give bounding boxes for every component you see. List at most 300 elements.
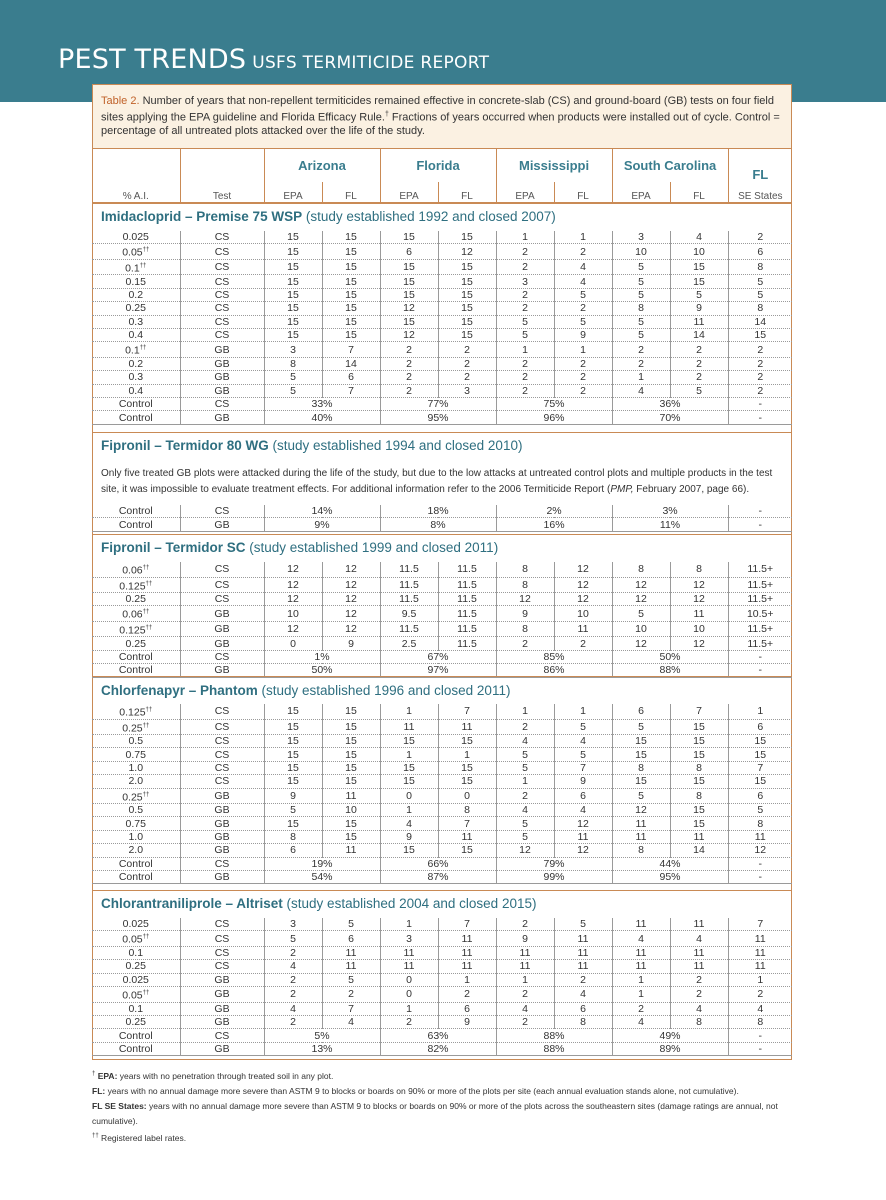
table-cell: 15 <box>264 775 322 788</box>
table-cell: 6 <box>322 371 380 384</box>
table-cell: 5 <box>496 328 554 341</box>
table-cell: 11 <box>670 830 728 843</box>
table-cell: 9 <box>670 302 728 315</box>
table-cell: 11 <box>322 960 380 973</box>
table-cell: 11 <box>438 960 496 973</box>
table-cell: 15 <box>438 775 496 788</box>
table-cell: 15 <box>264 761 322 774</box>
table-cell: 15 <box>728 328 792 341</box>
control-cell: Control <box>92 650 180 663</box>
table-cell: GB <box>180 342 264 358</box>
footnote-text: years with no annual damage more severe than ASTM 9 to blocks or boards on 90% or more of the plots per site (each annual evaluation stands alone, not cumulative). <box>105 1085 739 1096</box>
banner-title-main: PEST TRENDS <box>58 44 247 75</box>
table-cell: 9 <box>438 1015 496 1028</box>
state-fl-se: FL <box>728 149 792 182</box>
table-cell: 12 <box>612 593 670 606</box>
table-cell: GB <box>180 844 264 857</box>
table-cell: 0.25†† <box>92 788 180 804</box>
control-cell: - <box>728 871 792 884</box>
table-cell: 11 <box>670 960 728 973</box>
table-cell: 1 <box>380 918 438 931</box>
table-cell: 2 <box>728 371 792 384</box>
table-cell: 15 <box>264 302 322 315</box>
table-cell: 0.25 <box>92 960 180 973</box>
control-cell: 2% <box>496 505 612 518</box>
table-cell: 15 <box>728 735 792 748</box>
table-row <box>92 275 792 288</box>
table-cell: GB <box>180 621 264 637</box>
table-cell: 7 <box>322 342 380 358</box>
section-title-product: Imidacloprid – Premise 75 WSP <box>101 209 303 224</box>
control-cell: GB <box>180 871 264 884</box>
table-cell: 10 <box>264 606 322 622</box>
table-cell: GB <box>180 384 264 397</box>
table-cell: 5 <box>264 371 322 384</box>
table-cell: 10 <box>670 244 728 260</box>
table-cell: 15 <box>670 259 728 275</box>
control-row <box>92 518 792 531</box>
table-cell: GB <box>180 637 264 650</box>
table-cell: 4 <box>264 960 322 973</box>
table-cell: 15 <box>322 328 380 341</box>
table-row <box>92 931 792 947</box>
table-cell: 0.25†† <box>92 719 180 735</box>
table-cell: CS <box>180 748 264 761</box>
table-cell: 0 <box>380 788 438 804</box>
section-title-product: Chlorantraniliprole – Altriset <box>101 896 283 911</box>
section-title-dates: (study established 1999 and closed 2011) <box>245 540 499 555</box>
table-cell: 4 <box>554 735 612 748</box>
table-cell: 12 <box>554 577 612 593</box>
table-cell: GB <box>180 830 264 843</box>
table-cell: CS <box>180 259 264 275</box>
table-cell: 9 <box>322 637 380 650</box>
control-cell: Control <box>92 871 180 884</box>
table-cell: 4 <box>612 1015 670 1028</box>
section-divider <box>92 432 792 433</box>
table-cell: 2 <box>496 357 554 370</box>
table-cell: 11 <box>728 960 792 973</box>
table-cell: 7 <box>438 704 496 719</box>
table-cell: 7 <box>438 817 496 830</box>
table-cell: 15 <box>670 817 728 830</box>
control-cell: 66% <box>380 857 496 870</box>
section-title-product: Chlorfenapyr – Phantom <box>101 683 258 698</box>
table-row <box>92 606 792 622</box>
table-cell: 8 <box>670 788 728 804</box>
control-cell: 36% <box>612 398 728 411</box>
control-cell: 89% <box>612 1042 728 1055</box>
table-cell: 11.5 <box>380 562 438 577</box>
table-row <box>92 1015 792 1028</box>
table-cell: 2 <box>264 946 322 959</box>
table-row <box>92 960 792 973</box>
table-cell: 5 <box>554 315 612 328</box>
table-cell: 15 <box>322 761 380 774</box>
control-cell: 16% <box>496 518 612 531</box>
table-cell: GB <box>180 357 264 370</box>
table-cell: 2 <box>670 342 728 358</box>
table-cell: 11 <box>670 606 728 622</box>
section-title-product: Fipronil – Termidor SC <box>101 540 246 555</box>
table-cell: 3 <box>438 384 496 397</box>
table-cell: 8 <box>496 577 554 593</box>
table-cell: 2 <box>438 987 496 1003</box>
table-cell: 0.15 <box>92 275 180 288</box>
table-cell: 9 <box>264 788 322 804</box>
table-cell: 14 <box>728 315 792 328</box>
table-row <box>92 761 792 774</box>
caption-dagger: † <box>384 111 389 118</box>
section-title-dates: (study established 2004 and closed 2015) <box>282 896 537 911</box>
table-cell: 11 <box>728 931 792 947</box>
table-cell: 2 <box>728 231 792 244</box>
table-cell: 6 <box>728 244 792 260</box>
table-cell: CS <box>180 275 264 288</box>
table-cell: GB <box>180 606 264 622</box>
control-cell: 86% <box>496 664 612 677</box>
table-cell: 2.0 <box>92 775 180 788</box>
table-cell: 15 <box>438 275 496 288</box>
section-title-dates: (study established 1996 and closed 2011) <box>257 683 511 698</box>
table-cell: 6 <box>380 244 438 260</box>
table-cell: 4 <box>612 384 670 397</box>
table-cell: 15 <box>264 704 322 719</box>
table-cell: 5 <box>496 830 554 843</box>
section-note <box>101 466 785 498</box>
table-cell: 8 <box>728 259 792 275</box>
table-cell: 10.5+ <box>728 606 792 622</box>
section-title <box>101 540 498 555</box>
control-cell: 54% <box>264 871 380 884</box>
header-sub: FL <box>438 182 496 202</box>
table-caption <box>92 84 792 149</box>
table-cell: 11 <box>612 918 670 931</box>
control-row <box>92 505 792 518</box>
table-cell: 10 <box>612 621 670 637</box>
control-row <box>92 857 792 870</box>
control-row <box>92 871 792 884</box>
table-cell: 1 <box>728 704 792 719</box>
table-row <box>92 987 792 1003</box>
control-cell: 9% <box>264 518 380 531</box>
table-cell: 7 <box>322 384 380 397</box>
table-cell: 15 <box>438 735 496 748</box>
table-cell: 11 <box>728 830 792 843</box>
table-cell: 2 <box>554 302 612 315</box>
table-cell: 12 <box>322 577 380 593</box>
table-cell: 4 <box>496 1002 554 1015</box>
table-cell: 11.5 <box>438 606 496 622</box>
table-cell: 15 <box>670 275 728 288</box>
table-cell: 12 <box>380 302 438 315</box>
table-cell: CS <box>180 918 264 931</box>
table-cell: 15 <box>264 288 322 301</box>
control-cell: 3% <box>612 505 728 518</box>
control-row <box>92 1029 792 1042</box>
table-cell: 12 <box>670 577 728 593</box>
table-cell: 15 <box>322 735 380 748</box>
table-cell: 8 <box>612 562 670 577</box>
table-cell: 15 <box>322 315 380 328</box>
note-text-a: Only five treated GB plots were attacked during the life of the study, but due to the low attacks at untreated control plots and multiple products in the test site, it was impossible to evaluate treatment effects. For additional information refer to the 2006 Termiticide Report ( <box>101 468 773 495</box>
table-cell: 2 <box>496 288 554 301</box>
table-row <box>92 577 792 593</box>
table-cell: 4 <box>380 817 438 830</box>
control-cell: - <box>728 1029 792 1042</box>
table-row <box>92 817 792 830</box>
table-cell: 2 <box>322 987 380 1003</box>
table-cell: 9 <box>496 606 554 622</box>
table-cell: 2 <box>380 357 438 370</box>
table-cell: 1 <box>612 973 670 986</box>
control-row <box>92 411 792 424</box>
table-cell: 15 <box>380 775 438 788</box>
table-cell: 0.5 <box>92 735 180 748</box>
table-row <box>92 844 792 857</box>
table-cell: 1 <box>496 342 554 358</box>
table-cell: 15 <box>264 259 322 275</box>
table-cell: 7 <box>322 1002 380 1015</box>
footnote-double-dagger: †† <box>92 1132 99 1139</box>
table-cell: 0.05†† <box>92 244 180 260</box>
table-cell: 15 <box>322 775 380 788</box>
section-title-dates: (study established 1992 and closed 2007) <box>302 209 556 224</box>
table-cell: 12 <box>670 637 728 650</box>
table-row <box>92 259 792 275</box>
table-cell: 4 <box>670 1002 728 1015</box>
table-cell: 15 <box>380 231 438 244</box>
table-cell: GB <box>180 804 264 817</box>
table-row <box>92 357 792 370</box>
table-cell: 12 <box>496 593 554 606</box>
table-cell: 11 <box>554 960 612 973</box>
table-cell: 2 <box>496 371 554 384</box>
table-cell: 2 <box>728 987 792 1003</box>
table-cell: 1 <box>612 371 670 384</box>
table-cell: 2.5 <box>380 637 438 650</box>
control-cell: - <box>728 398 792 411</box>
control-cell: Control <box>92 664 180 677</box>
table-cell: 15 <box>322 704 380 719</box>
table-cell: GB <box>180 371 264 384</box>
table-cell: 2 <box>554 973 612 986</box>
table-cell: 15 <box>322 288 380 301</box>
table-cell: 0.25 <box>92 302 180 315</box>
header-ai: % A.I. <box>122 191 149 202</box>
table-cell: 11 <box>670 315 728 328</box>
table-cell: 2 <box>496 1015 554 1028</box>
table-cell: 0.025 <box>92 231 180 244</box>
table-cell: 15 <box>264 735 322 748</box>
table-cell: 4 <box>554 259 612 275</box>
table-cell: 15 <box>322 817 380 830</box>
control-cell: 67% <box>380 650 496 663</box>
table-cell: 8 <box>670 761 728 774</box>
header-sub: EPA <box>264 182 322 202</box>
table-cell: 11.5+ <box>728 621 792 637</box>
table-cell: 6 <box>554 1002 612 1015</box>
control-cell: - <box>728 411 792 424</box>
control-cell: Control <box>92 411 180 424</box>
table-cell: 15 <box>380 761 438 774</box>
table-cell: 6 <box>612 704 670 719</box>
control-cell: 87% <box>380 871 496 884</box>
table-cell: 2 <box>554 637 612 650</box>
table-cell: 12 <box>264 577 322 593</box>
table-row <box>92 830 792 843</box>
table-row <box>92 735 792 748</box>
table-cell: GB <box>180 1002 264 1015</box>
table-cell: 2.0 <box>92 844 180 857</box>
table-cell: 2 <box>380 342 438 358</box>
table-cell: 7 <box>728 918 792 931</box>
control-cell: Control <box>92 505 180 518</box>
data-table <box>92 505 792 532</box>
table-cell: 0.25 <box>92 637 180 650</box>
table-cell: 2 <box>264 987 322 1003</box>
table-cell: 12 <box>554 562 612 577</box>
table-cell: 5 <box>612 315 670 328</box>
table-cell: 6 <box>728 788 792 804</box>
table-cell: 7 <box>670 704 728 719</box>
table-cell: 0.4 <box>92 384 180 397</box>
table-cell: 11 <box>554 621 612 637</box>
table-cell: 1.0 <box>92 761 180 774</box>
table-cell: 1 <box>554 231 612 244</box>
control-cell: CS <box>180 398 264 411</box>
table-row <box>92 775 792 788</box>
table-cell: 15 <box>438 761 496 774</box>
table-cell: 7 <box>728 761 792 774</box>
table-cell: 15 <box>322 302 380 315</box>
table-cell: GB <box>180 1015 264 1028</box>
table-cell: 0.5 <box>92 804 180 817</box>
table-cell: 5 <box>612 606 670 622</box>
table-cell: 1 <box>612 987 670 1003</box>
table-cell: 11 <box>438 946 496 959</box>
footnote-fl <box>92 1084 782 1099</box>
table-row <box>92 342 792 358</box>
table-cell: 5 <box>554 719 612 735</box>
control-cell: 1% <box>264 650 380 663</box>
table-cell: 11 <box>612 817 670 830</box>
table-cell: 12 <box>322 562 380 577</box>
header-sub: EPA <box>612 182 670 202</box>
control-cell: 13% <box>264 1042 380 1055</box>
table-cell: 11.5 <box>438 577 496 593</box>
section-title <box>101 896 536 911</box>
table-cell: 12 <box>380 328 438 341</box>
section-title <box>101 438 522 453</box>
table-cell: 2 <box>438 357 496 370</box>
table-cell: 15 <box>380 844 438 857</box>
table-row <box>92 918 792 931</box>
table-cell: 11.5 <box>380 621 438 637</box>
footnote-text: years with no annual damage more severe than ASTM 9 to blocks or boards on 90% or more of the plots across the southeastern sites (damage ratings are annual, not cumulative). <box>92 1100 778 1126</box>
table-cell: 14 <box>670 844 728 857</box>
table-cell: 11 <box>612 830 670 843</box>
table-cell: 0.025 <box>92 918 180 931</box>
table-cell: 0.06†† <box>92 562 180 577</box>
table-cell: 1 <box>380 748 438 761</box>
table-cell: 2 <box>496 302 554 315</box>
table-cell: 15 <box>438 231 496 244</box>
table-cell: 11 <box>728 946 792 959</box>
table-cell: 6 <box>728 719 792 735</box>
table-row <box>92 748 792 761</box>
table-cell: 11.5+ <box>728 577 792 593</box>
table-cell: 15 <box>670 748 728 761</box>
control-cell: - <box>728 857 792 870</box>
table-cell: 15 <box>438 844 496 857</box>
data-table <box>92 704 792 884</box>
table-cell: 0.125†† <box>92 621 180 637</box>
data-table <box>92 231 792 425</box>
table-cell: 1 <box>496 973 554 986</box>
table-cell: 8 <box>496 621 554 637</box>
control-cell: Control <box>92 1042 180 1055</box>
table-row <box>92 315 792 328</box>
table-cell: 1.0 <box>92 830 180 843</box>
table-cell: 2 <box>612 342 670 358</box>
table-cell: 15 <box>264 817 322 830</box>
table-cell: 12 <box>612 637 670 650</box>
table-cell: CS <box>180 946 264 959</box>
table-cell: 15 <box>438 328 496 341</box>
table-cell: 1 <box>728 973 792 986</box>
table-cell: 1 <box>380 704 438 719</box>
table-cell: 0.1 <box>92 1002 180 1015</box>
table-cell: CS <box>180 719 264 735</box>
table-cell: 9 <box>554 775 612 788</box>
table-cell: 2 <box>496 384 554 397</box>
table-cell: 10 <box>612 244 670 260</box>
table-cell: 0.2 <box>92 357 180 370</box>
table-cell: 2 <box>380 384 438 397</box>
table-cell: 9.5 <box>380 606 438 622</box>
table-cell: 6 <box>322 931 380 947</box>
table-cell: 11 <box>322 844 380 857</box>
note-italic: PMP, <box>610 484 634 495</box>
table-cell: 14 <box>322 357 380 370</box>
footnote-text: years with no penetration through treated soil in any plot. <box>117 1070 334 1081</box>
note-text-b: February 2007, page 66). <box>633 484 750 495</box>
table-cell: 5 <box>612 259 670 275</box>
state-mississippi: Mississippi <box>496 149 612 182</box>
table-cell: 0.1†† <box>92 342 180 358</box>
control-cell: 5% <box>264 1029 380 1042</box>
table-cell: 2 <box>728 384 792 397</box>
table-cell: 8 <box>496 562 554 577</box>
table-row <box>92 231 792 244</box>
table-cell: CS <box>180 302 264 315</box>
caption-label: Table 2. <box>101 95 140 107</box>
table-cell: CS <box>180 960 264 973</box>
header-sub: FL <box>554 182 612 202</box>
footnote-fl-se <box>92 1099 782 1129</box>
table-cell: 11 <box>380 960 438 973</box>
table-cell: 11 <box>670 918 728 931</box>
table-cell: 1 <box>496 231 554 244</box>
table-cell: 3 <box>612 231 670 244</box>
control-cell: CS <box>180 505 264 518</box>
control-cell: GB <box>180 1042 264 1055</box>
table-row <box>92 637 792 650</box>
table-cell: 0.05†† <box>92 931 180 947</box>
table-cell: 0.3 <box>92 371 180 384</box>
control-cell: - <box>728 664 792 677</box>
